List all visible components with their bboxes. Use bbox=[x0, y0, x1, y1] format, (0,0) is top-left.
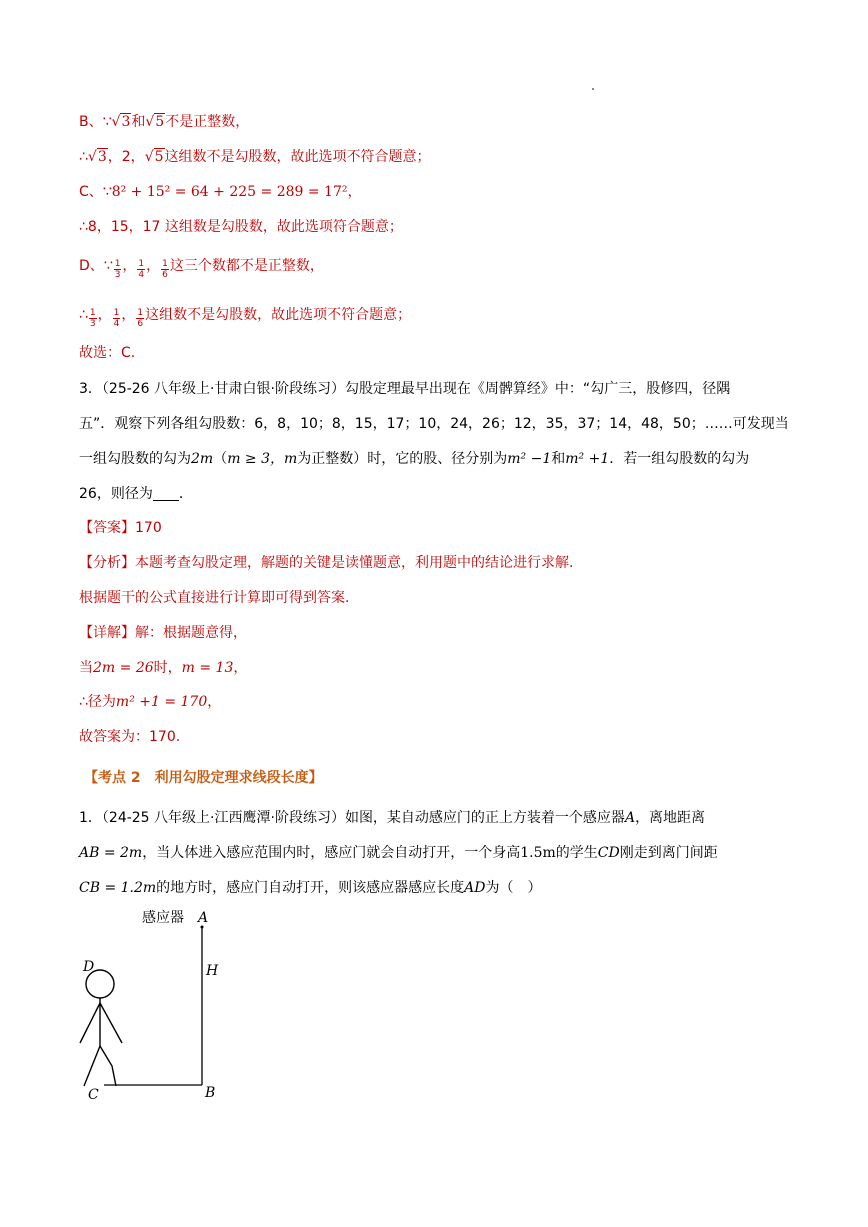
q3-detail: 【详解】解：根据题意得， bbox=[79, 625, 247, 641]
solution-c-line1: C、∵8² + 15² = 64 + 225 = 289 = 17²， bbox=[79, 184, 362, 200]
label-C: C bbox=[88, 1087, 99, 1103]
solution-b-line1: B、∵√3和√5不是正整数， bbox=[79, 114, 250, 130]
q3-analysis-line2: 根据题干的公式直接进行计算即可得到答案. bbox=[79, 590, 350, 606]
solution-d-line2: ∴ $\frac{1}{3}$ ， $\frac{1}{4}$ ， $\frac{1}{6}$ 这组数不是勾股数，故此选项不符合题意； bbox=[79, 307, 412, 329]
q3-final: 故答案为：170. bbox=[79, 729, 181, 745]
label-A: A bbox=[198, 910, 209, 926]
label-B: B bbox=[205, 1085, 216, 1101]
answer-blank bbox=[153, 486, 179, 501]
q3-answer: 【答案】170 bbox=[79, 520, 162, 536]
person-arm-left bbox=[80, 1003, 100, 1043]
q1-line1: 1．（24-25 八年级上·江西鹰潭·阶段练习）如图，某自动感应门的正上方装着一个感应器A，离地距离 bbox=[79, 810, 706, 826]
q1-line2: AB = 2m，当人体进入感应范围内时，感应门就会自动打开，一个身高1.5m的学生CD刚走到离门间距 bbox=[79, 845, 718, 861]
solution-d-line1: D、∵ $\frac{1}{3}$ ， $\frac{1}{4}$ ， $\frac{1}{6}$ 这三个数都不是正整数， bbox=[79, 258, 324, 280]
solution-choice: 故选：C. bbox=[79, 345, 136, 361]
sqrt-5: √5 bbox=[145, 114, 165, 130]
person-head bbox=[86, 970, 114, 998]
solution-b-line2: ∴√3，2，√5这组数不是勾股数，故此选项不符合题意； bbox=[79, 149, 431, 165]
q3-analysis: 【分析】本题考查勾股定理，解题的关键是读懂题意，利用题中的结论进行求解. bbox=[79, 555, 574, 571]
q3-line3: 一组勾股数的勾为2m（m ≥ 3，m为正整数）时，它的股、径分别为m² −1和m² +1．若一组勾股数的勾为 bbox=[79, 451, 750, 467]
q3-step2: ∴径为m² +1 = 170， bbox=[79, 694, 222, 710]
q3-step1: 当2m = 26时，m = 13， bbox=[79, 660, 248, 676]
q3-line4: 26，则径为 ． bbox=[79, 486, 193, 502]
sensor-label: 感应器 bbox=[142, 910, 184, 926]
label-H: H bbox=[206, 963, 219, 979]
section-heading: 【考点 2 利用勾股定理求线段长度】 bbox=[84, 770, 323, 786]
answer-tag: 【答案】 bbox=[79, 520, 135, 536]
label-D: D bbox=[83, 959, 95, 975]
q3-line1: 3．（25-26 八年级上·甘肃白银·阶段练习）勾股定理最早出现在《周髀算经》中：“勾广三，股修四，径隅 bbox=[79, 381, 731, 397]
q3-line2: 五”．观察下列各组勾股数：6，8，10；8，15，17；10，24，26；12，35，37；14，48，50；……可发现当 bbox=[79, 416, 789, 432]
q1-line3: CB = 1.2m的地方时，感应门自动打开，则该感应器感应长度AD为（ ） bbox=[79, 880, 542, 896]
person-leg-left bbox=[84, 1046, 100, 1086]
person-leg-right bbox=[100, 1046, 116, 1086]
sqrt-3: √3 bbox=[111, 114, 131, 130]
scan-dot bbox=[592, 88, 594, 90]
solution-c-line2: ∴8，15，17 这组数是勾股数，故此选项符合题意； bbox=[79, 219, 403, 235]
person-arm-right bbox=[100, 1003, 122, 1043]
point-A bbox=[201, 926, 204, 929]
